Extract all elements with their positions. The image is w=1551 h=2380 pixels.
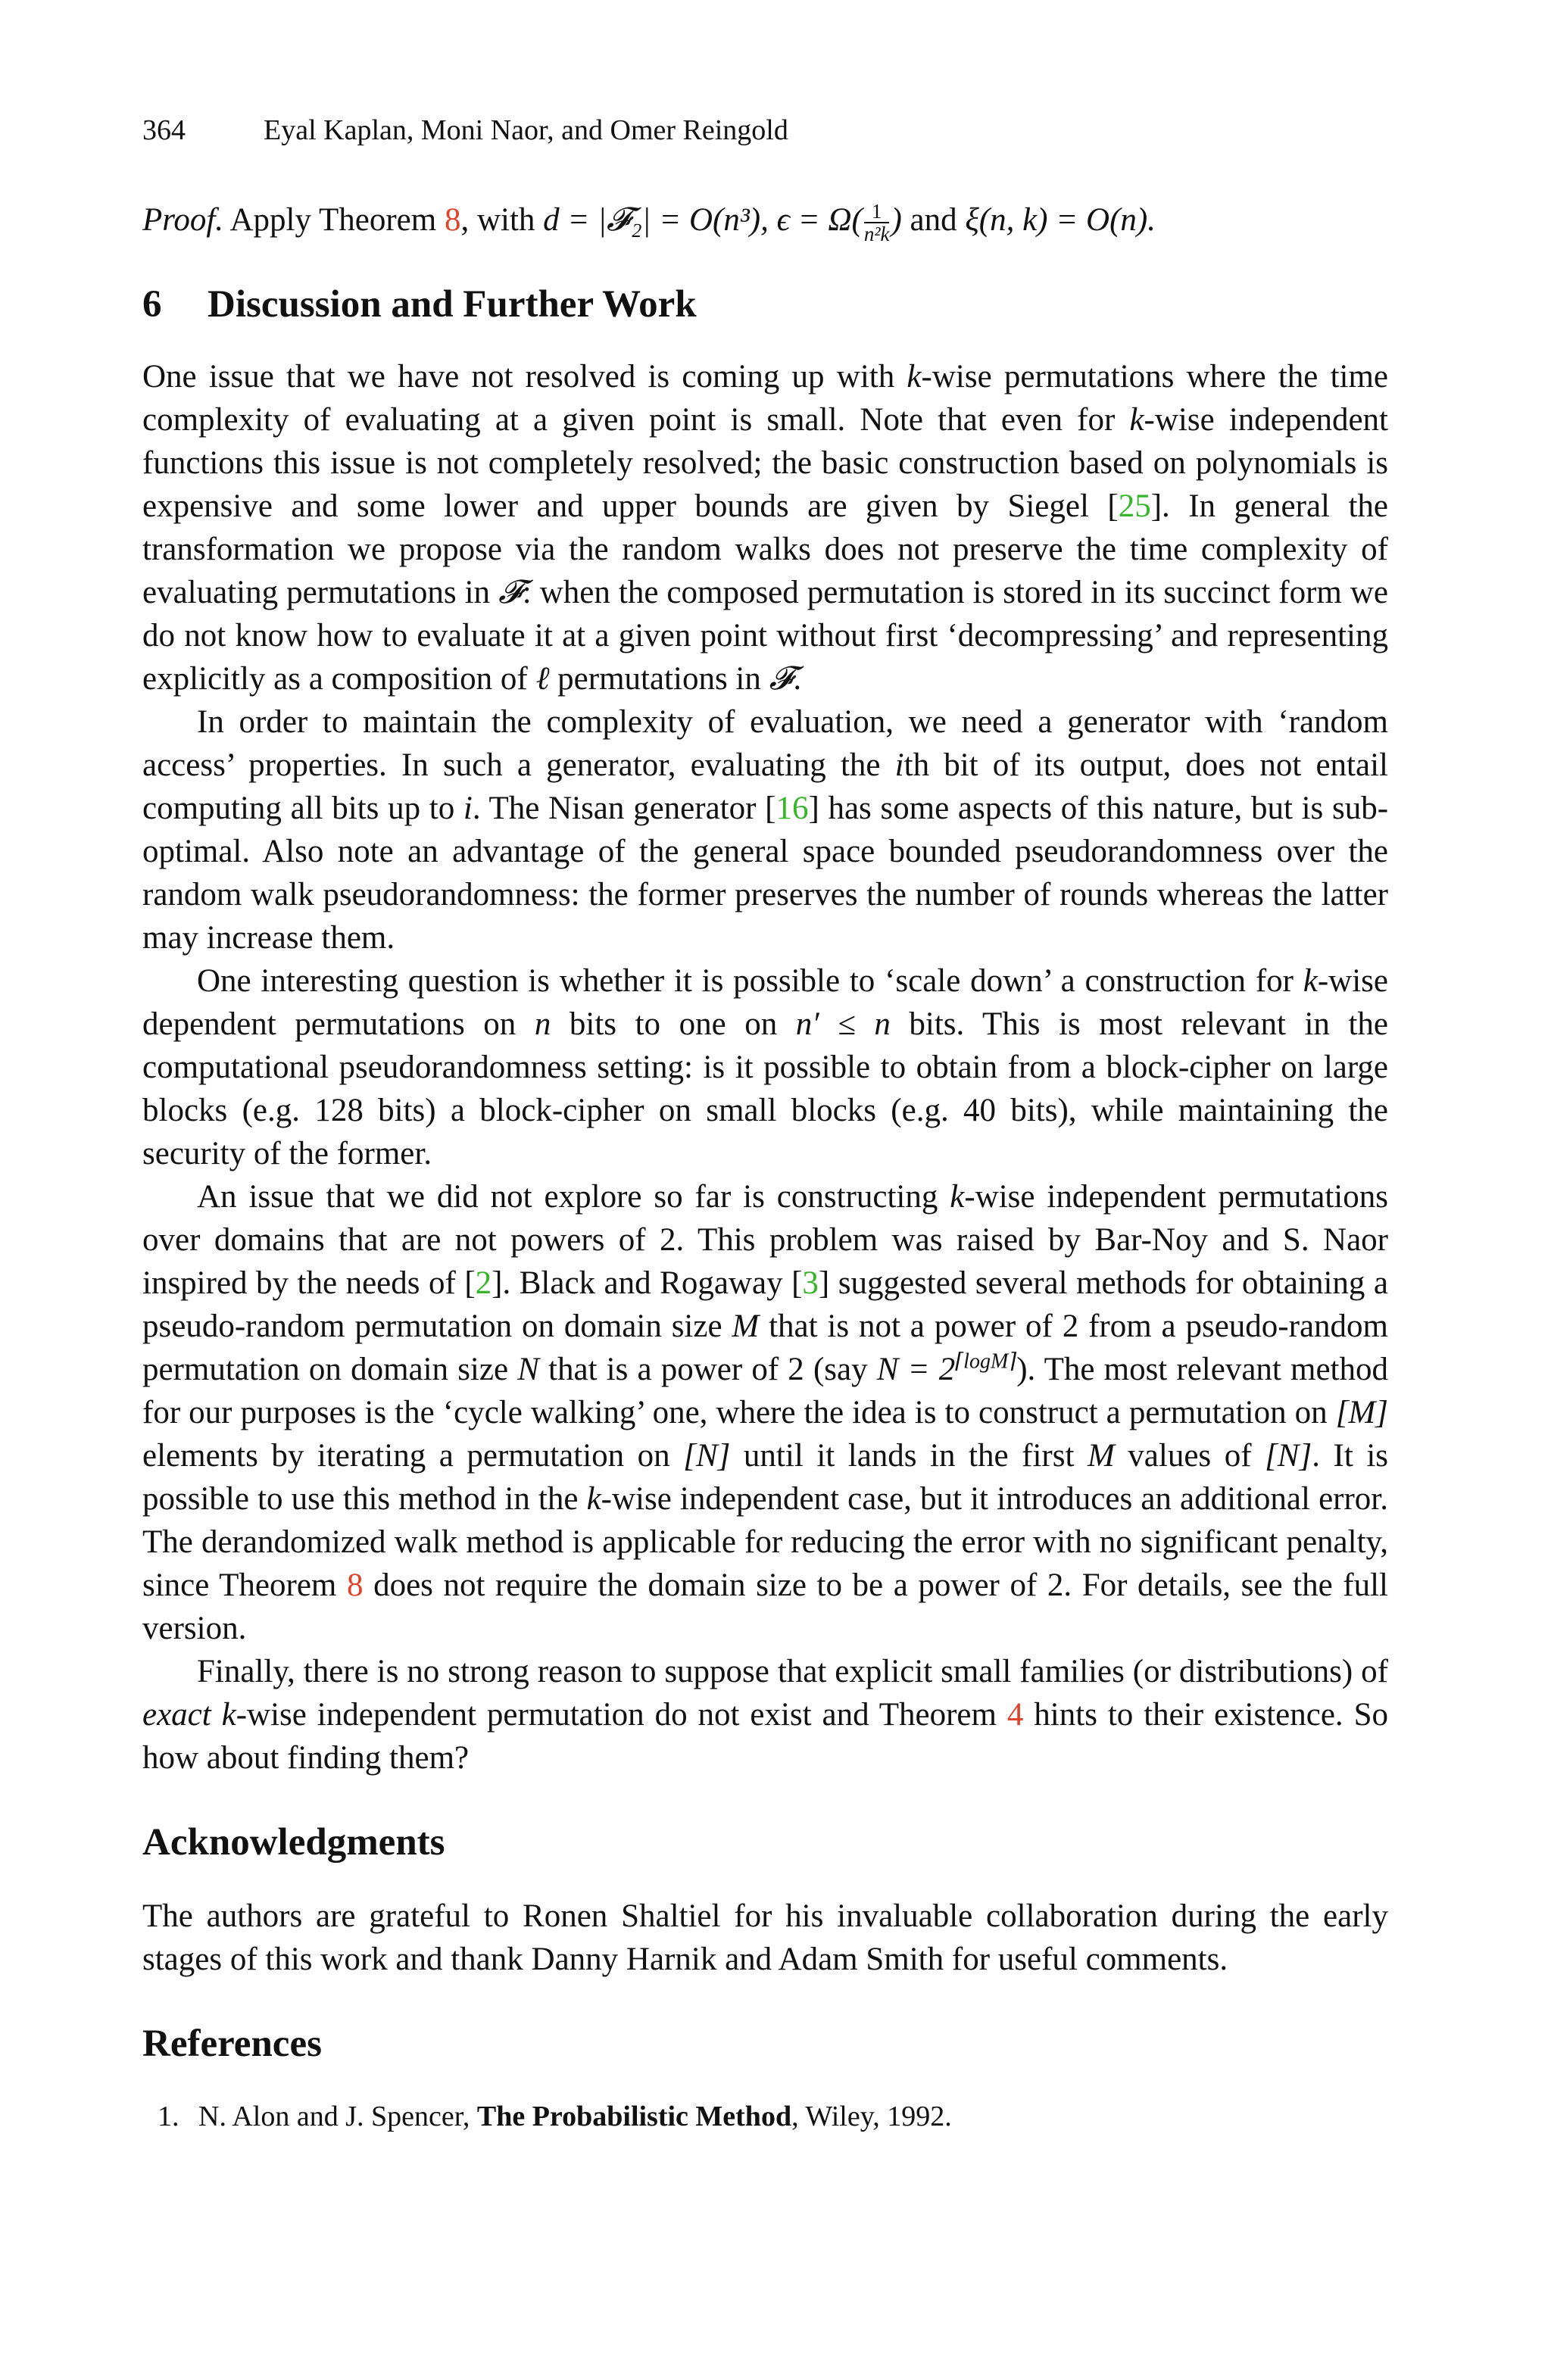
fraction: $\frac{1}{\text{n²k}}$ (863, 200, 890, 246)
paragraph-2: In order to maintain the complexity of evaluation, we need a generator with ‘random access’ properties. In such a generator, evaluating the ith bit of its output, does not entail computing all bits up to i. The Nisan generator [16] has some aspects of this nature, but is sub-optimal. Also note an advantage of the general space bounded pseudorandomness over the random walk pseudorandomness: the former preserves the number of rounds whereas the latter may increase them. (142, 704, 1389, 956)
paragraph-1: One issue that we have not resolved is coming up with k-wise permutations where the time complexity of evaluating at a given point is small. Note that even for k-wise independent functions this issue is not completely resolved; the basic construction based on polynomials is expensive and some lower and upper bounds are given by Siegel [25]. In general the transformation we propose via the random walks does not preserve the time complexity of evaluating permutations in 𝓕: when the composed permutation is stored in its succinct form we do not know how to evaluate it at a given point without first ‘decompressing’ and representing explicitly as a composition of ℓ permutations in 𝓕. (142, 359, 1388, 697)
proof-math-expr: d = |𝓕₂| = O(n³), ϵ = Ω( (543, 202, 863, 238)
acknowledgments-heading: Acknowledgments (142, 1821, 445, 1864)
section-heading (142, 282, 1388, 326)
reference-publisher: , Wiley, 1992. (791, 2101, 952, 2133)
citation-link[interactable]: 2 (475, 1265, 492, 1302)
proof-label: Proof. (142, 202, 224, 238)
theorem-link[interactable]: 8 (346, 1567, 364, 1604)
theorem-link[interactable]: 4 (1006, 1697, 1024, 1733)
citation-link[interactable]: 3 (802, 1265, 819, 1302)
paragraph-4: An issue that we did not explore so far is constructing k-wise independent permutations over domains that are not powers of 2. This problem was raised by Bar-Noy and S. Naor inspired by the needs of [2]. Black and Rogaway [3] suggested several methods for obtaining a pseudo-random permutation on domain size M that is not a power of 2 from a pseudo-random permutation on domain size N that is a power of 2 (say $N = 2^{⌈logM⌉}$). The most relevant method for our purposes is the ‘cycle walking’ one, where the idea is to construct a permutation on [M] elements by iterating a permutation on [N] until it lands in the first M values of [N]. It is possible to use this method in the k-wise independent case, but it introduces an additional error. The derandomized walk method is applicable for reducing the error with no significant penalty, since Theorem 8 does not require the domain size to be a power of 2. For details, see the full version. (142, 1179, 1388, 1647)
running-header (142, 114, 788, 147)
citation-link[interactable]: 25 (1118, 488, 1151, 525)
section-title: Discussion and Further Work (208, 283, 697, 326)
main-content (142, 198, 1388, 2137)
paragraph-3: One interesting question is whether it is possible to ‘scale down’ a construction for k-wise dependent permutations on n bits to one on n′ ≤ n bits. This is most relevant in the computational pseudorandomness setting: is it possible to obtain from a block-cipher on large blocks (e.g. 128 bits) a block-cipher on small blocks (e.g. 40 bits), while maintaining the security of the former. (142, 963, 1388, 1172)
acknowledgments-text: The authors are grateful to Ronen Shaltiel for his invaluable collaboration during the early stages of this work and thank Danny Harnik and Adam Smith for useful comments. (142, 1898, 1388, 1978)
reference-authors: N. Alon and J. Spencer, (198, 2101, 477, 2133)
proof-paragraph: Proof. Apply Theorem 8, with d = |𝓕₂| = O(n³), ϵ = Ω( $\frac{1}{\text{n²k}}$ ) and ξ(n, k) = O(n). (142, 200, 1156, 246)
reference-number: 1. (158, 2101, 179, 2133)
proof-math-expr-2: ξ(n, k) = O(n). (965, 202, 1156, 238)
reference-item (142, 2096, 1388, 2137)
references-list (142, 2096, 1388, 2137)
proof-text: Apply Theorem (229, 202, 437, 238)
theorem-link[interactable]: 8 (444, 202, 461, 238)
citation-link[interactable]: 16 (776, 791, 809, 827)
reference-title: The Probabilistic Method (476, 2101, 792, 2133)
running-title: Eyal Kaplan, Moni Naor, and Omer Reingold (264, 114, 788, 146)
section-number: 6 (142, 283, 162, 326)
page-number: 364 (142, 114, 186, 146)
references-heading: References (142, 2023, 322, 2066)
paragraph-5: Finally, there is no strong reason to suppose that explicit small families (or distributions) of exact k-wise independent permutation do not exist and Theorem 4 hints to their existence. So how about finding them? (142, 1654, 1389, 1776)
